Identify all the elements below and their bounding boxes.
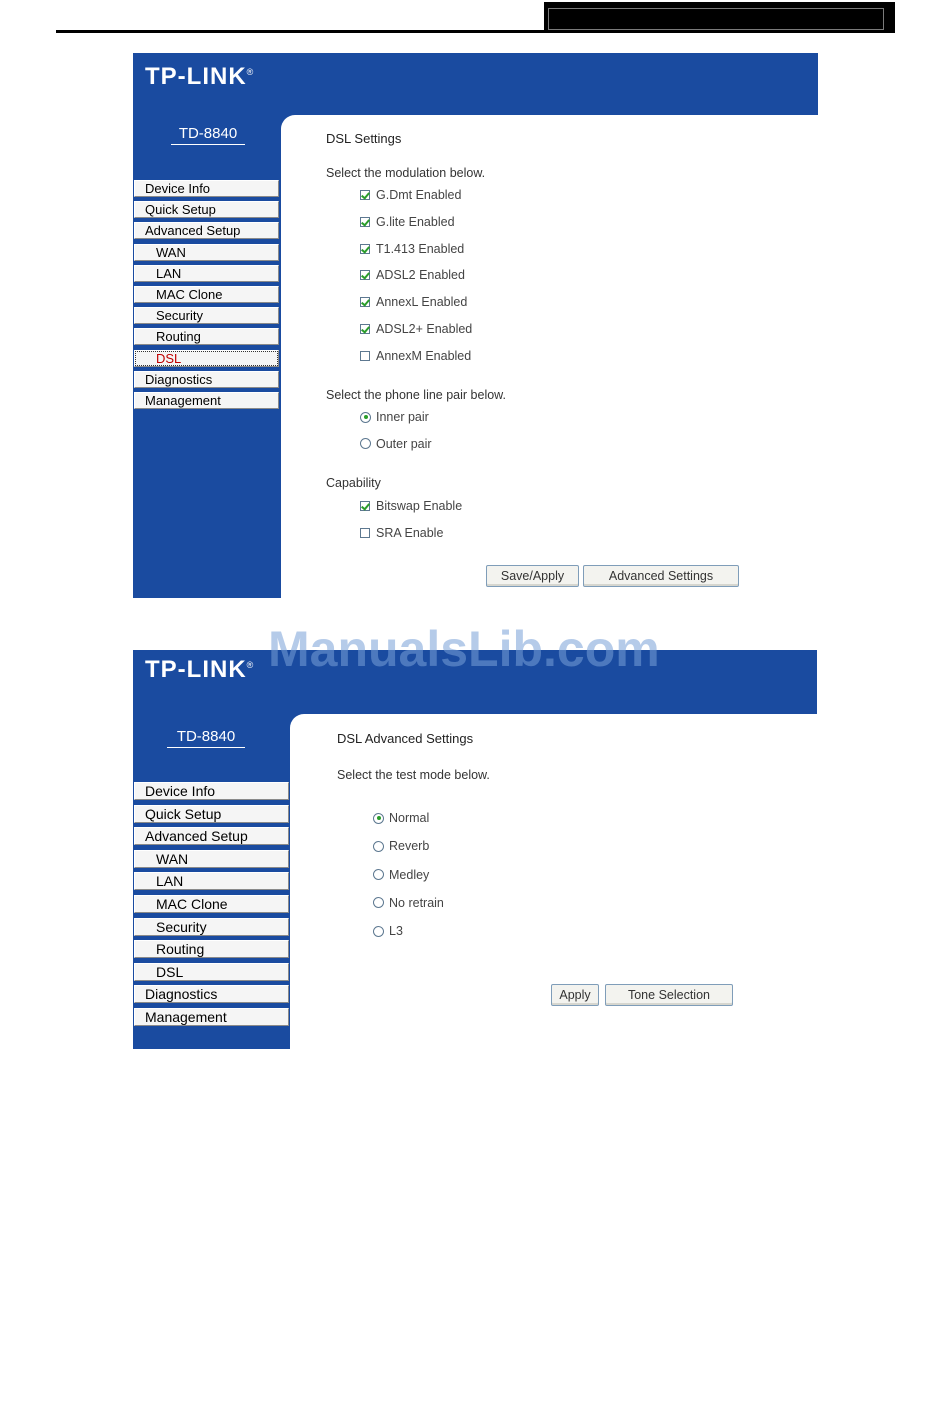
radio-button[interactable]: [360, 412, 371, 423]
option-label: G.lite Enabled: [376, 214, 455, 229]
sidebar-item-advanced-setup[interactable]: Advanced Setup: [134, 222, 279, 239]
option-label: T1.413 Enabled: [376, 241, 465, 256]
option-label: L3: [389, 924, 403, 939]
checkbox-option[interactable]: [360, 268, 465, 282]
sidebar-item-diagnostics[interactable]: Diagnostics: [134, 371, 279, 388]
sidebar-item-management[interactable]: Management: [134, 1008, 289, 1026]
advanced-settings-button[interactable]: Advanced Settings: [583, 565, 739, 587]
option-label: ADSL2+ Enabled: [376, 322, 473, 336]
checkbox[interactable]: [360, 217, 370, 227]
checkbox[interactable]: [360, 501, 370, 511]
checkbox-option[interactable]: [360, 188, 461, 202]
checkbox-option[interactable]: [360, 295, 467, 309]
radio-button[interactable]: [360, 438, 371, 449]
sidebar-item-management[interactable]: Management: [134, 392, 279, 409]
option-label: AnnexL Enabled: [376, 295, 468, 310]
radio-option[interactable]: [373, 924, 403, 938]
content-panel: [281, 115, 818, 598]
checkbox[interactable]: [360, 270, 370, 280]
sidebar-item-security[interactable]: Security: [134, 307, 279, 324]
sidebar-item-diagnostics[interactable]: Diagnostics: [134, 985, 289, 1003]
checkbox-option[interactable]: [360, 322, 472, 336]
dsl-settings-screenshot: [133, 53, 818, 598]
checkbox[interactable]: [360, 324, 370, 334]
sidebar-item-mac-clone[interactable]: MAC Clone: [134, 286, 279, 303]
apply-button[interactable]: Apply: [551, 984, 599, 1006]
capability-label: Capability: [326, 476, 381, 490]
checkbox-option[interactable]: [360, 349, 471, 363]
sidebar-item-advanced-setup[interactable]: Advanced Setup: [134, 827, 289, 845]
checkbox-option[interactable]: [360, 499, 462, 513]
checkbox[interactable]: [360, 244, 370, 254]
radio-button[interactable]: [373, 897, 384, 908]
radio-option[interactable]: [373, 839, 429, 853]
sidebar-item-routing[interactable]: Routing: [134, 328, 279, 345]
checkbox-option[interactable]: [360, 242, 464, 256]
radio-option[interactable]: [373, 811, 429, 825]
sidebar-item-quick-setup[interactable]: Quick Setup: [134, 201, 279, 218]
radio-button[interactable]: [373, 926, 384, 937]
sidebar-nav: [134, 180, 279, 413]
radio-button[interactable]: [373, 869, 384, 880]
radio-option[interactable]: [360, 437, 432, 451]
pair-prompt: Select the phone line pair below.: [326, 388, 506, 402]
checkbox[interactable]: [360, 351, 370, 361]
sidebar-item-mac-clone[interactable]: MAC Clone: [134, 895, 289, 913]
checkbox[interactable]: [360, 297, 370, 307]
sidebar-item-device-info[interactable]: Device Info: [134, 180, 279, 197]
sidebar-item-security[interactable]: Security: [134, 918, 289, 936]
option-label: SRA Enable: [376, 525, 444, 540]
sidebar-item-wan[interactable]: WAN: [134, 850, 289, 868]
radio-option[interactable]: [360, 410, 429, 424]
option-label: Inner pair: [376, 410, 429, 424]
sidebar-item-dsl[interactable]: DSL: [134, 350, 279, 367]
page-title: DSL Settings: [326, 131, 402, 146]
tp-link-logo: TP-LINK®: [145, 63, 255, 90]
dsl-advanced-settings-screenshot: [133, 650, 817, 1049]
checkbox-option[interactable]: [360, 526, 443, 540]
sidebar-item-wan[interactable]: WAN: [134, 244, 279, 261]
option-label: ADSL2 Enabled: [376, 268, 465, 283]
sidebar-item-quick-setup[interactable]: Quick Setup: [134, 805, 289, 823]
watermark: ManualsLib.com: [268, 621, 660, 677]
sidebar-item-lan[interactable]: LAN: [134, 872, 289, 890]
page-title: DSL Advanced Settings: [337, 731, 474, 746]
save-apply-button[interactable]: Save/Apply: [486, 565, 579, 587]
model-name: TD-8840: [171, 125, 245, 145]
radio-option[interactable]: [373, 868, 429, 882]
radio-button[interactable]: [373, 813, 384, 824]
sidebar-nav: [134, 782, 289, 1031]
option-label: Outer pair: [376, 436, 432, 451]
sidebar-item-dsl[interactable]: DSL: [134, 963, 289, 981]
test-mode-prompt: Select the test mode below.: [337, 768, 490, 782]
radio-button[interactable]: [373, 841, 384, 852]
option-label: AnnexM Enabled: [376, 348, 472, 363]
content-panel: [290, 714, 817, 1049]
sidebar-item-routing[interactable]: Routing: [134, 940, 289, 958]
sidebar-item-lan[interactable]: LAN: [134, 265, 279, 282]
option-label: Reverb: [389, 839, 430, 854]
tone-selection-button[interactable]: Tone Selection: [605, 984, 733, 1006]
checkbox-option[interactable]: [360, 215, 455, 229]
sidebar-item-device-info[interactable]: Device Info: [134, 782, 289, 800]
page-header-box: [548, 8, 884, 30]
tp-link-logo: TP-LINK®: [145, 656, 255, 683]
checkbox[interactable]: [360, 190, 370, 200]
option-label: No retrain: [389, 895, 444, 910]
radio-option[interactable]: [373, 896, 444, 910]
option-label: Bitswap Enable: [376, 499, 463, 513]
checkbox[interactable]: [360, 528, 370, 538]
modulation-prompt: Select the modulation below.: [326, 166, 486, 180]
option-label: G.Dmt Enabled: [376, 188, 462, 202]
model-name: TD-8840: [167, 728, 245, 748]
option-label: Medley: [389, 867, 430, 882]
option-label: Normal: [389, 811, 430, 825]
